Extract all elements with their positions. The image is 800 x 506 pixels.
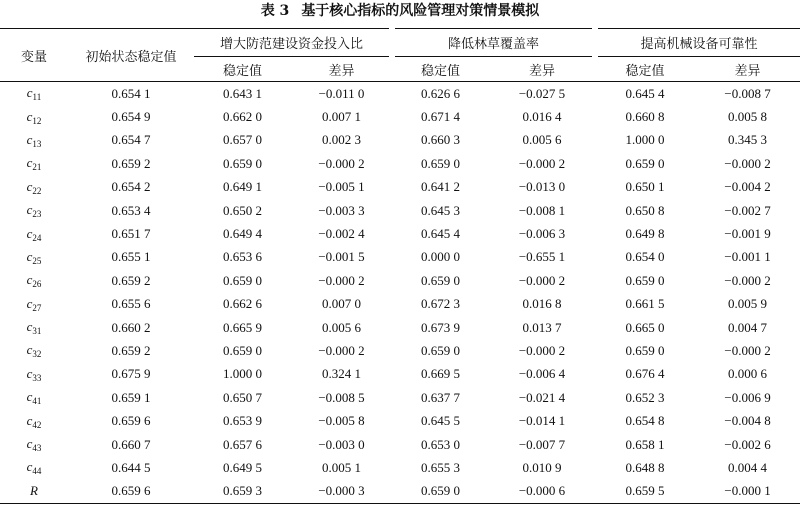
vegetation-stable-cell: 0.645 3 [421,202,461,218]
reliability-diff-cell: 0.004 7 [728,319,768,335]
vegetation-diff-cell: −0.000 2 [518,155,566,171]
investment-diff-cell: 0.324 1 [322,366,361,382]
vegetation-diff-cell: −0.655 1 [518,249,566,265]
table-row [0,82,800,106]
vegetation-diff-cell: −0.000 2 [518,272,566,288]
header-group-reliability: 提高机械设备可靠性 [595,29,800,57]
variable-cell [0,82,68,106]
vegetation-stable-cell: 0.673 9 [421,319,461,335]
vegetation-diff-cell: −0.008 1 [518,202,566,218]
vegetation-diff-cell: −0.000 6 [518,483,566,499]
variable-subscript: 43 [32,443,42,454]
table-row [0,293,800,316]
reliability-diff-cell: −0.001 1 [724,249,771,265]
investment-stable-cell: 0.659 0 [223,155,262,171]
investment-stable-cell: 0.653 9 [223,413,262,429]
variable-cell [0,316,68,339]
variable-subscript: 27 [32,302,42,313]
header-group-vegetation: 降低林草覆盖率 [392,29,595,57]
vegetation-stable-cell: 0.653 0 [421,436,461,452]
vegetation-diff-cell: −0.021 4 [518,389,566,405]
variable-subscript: 12 [32,115,42,126]
table-number: 表 3 [260,3,290,19]
vegetation-stable-cell: 0.641 2 [421,179,461,195]
variable-symbol: c [26,459,33,475]
reliability-stable-cell: 0.661 5 [625,296,665,312]
scenario-simulation-table [0,28,800,504]
initial-value-cell: 0.659 2 [111,272,151,288]
vegetation-stable-cell: 0.660 3 [421,132,461,148]
header-initial-stable-value: 初始状态稳定值 [68,29,194,82]
vegetation-stable-cell: 0.659 0 [421,342,461,358]
reliability-diff-cell: −0.004 2 [724,179,771,195]
reliability-stable-cell: 0.650 8 [625,202,665,218]
reliability-diff-cell: 0.005 8 [728,109,768,125]
initial-value-cell: 0.659 6 [111,483,151,499]
initial-value-cell: 0.654 1 [111,85,151,101]
reliability-diff-cell: −0.002 6 [724,436,771,452]
reliability-diff-cell: −0.000 1 [724,483,771,499]
vegetation-stable-cell: 0.626 6 [421,85,461,101]
investment-diff-cell: −0.002 4 [318,226,365,242]
table-row [0,480,800,504]
reliability-diff-cell: −0.002 7 [724,202,771,218]
variable-subscript: 41 [32,396,42,407]
table-row [0,386,800,409]
variable-subscript: 11 [32,92,42,103]
initial-value-cell: 0.655 6 [111,296,151,312]
variable-subscript: 25 [32,255,42,266]
investment-diff-cell: −0.000 2 [318,342,365,358]
reliability-diff-cell: −0.008 7 [724,85,771,101]
vegetation-diff-cell: −0.027 5 [518,85,566,101]
vegetation-diff-cell: −0.014 1 [518,413,566,429]
initial-value-cell: 0.659 2 [111,342,151,358]
investment-diff-cell: 0.007 0 [322,296,361,312]
vegetation-stable-cell: 0.655 3 [421,459,461,475]
variable-cell [0,269,68,292]
table-row [0,456,800,479]
variable-symbol: c [26,108,33,124]
investment-stable-cell: 0.649 4 [223,226,262,242]
subheader-diff-1: 差异 [291,57,392,82]
variable-cell [0,456,68,479]
initial-value-cell: 0.660 2 [111,319,151,335]
table-row [0,152,800,175]
reliability-diff-cell: −0.001 9 [724,226,771,242]
investment-stable-cell: 0.653 6 [223,249,262,265]
investment-stable-cell: 0.649 5 [223,459,262,475]
table-row [0,433,800,456]
vegetation-diff-cell: 0.013 7 [522,319,562,335]
investment-diff-cell: −0.011 0 [318,85,365,101]
investment-stable-cell: 0.665 9 [223,319,262,335]
investment-diff-cell: −0.000 3 [318,483,365,499]
reliability-diff-cell: −0.000 2 [724,272,771,288]
header-variable: 变量 [0,29,68,82]
variable-cell [0,409,68,432]
variable-symbol: c [26,155,33,171]
initial-value-cell: 0.654 9 [111,109,151,125]
table-row [0,105,800,128]
investment-stable-cell: 0.643 1 [223,85,262,101]
initial-value-cell: 0.659 6 [111,413,151,429]
reliability-stable-cell: 0.676 4 [625,366,665,382]
investment-diff-cell: 0.007 1 [322,109,361,125]
investment-stable-cell: 0.657 6 [223,436,262,452]
variable-symbol: c [26,389,33,405]
investment-diff-cell: −0.008 5 [318,389,365,405]
investment-diff-cell: −0.000 2 [318,155,365,171]
investment-diff-cell: −0.003 0 [318,436,365,452]
initial-value-cell: 0.654 7 [111,132,151,148]
table-row [0,129,800,152]
investment-stable-cell: 1.000 0 [223,366,262,382]
variable-cell [0,480,68,504]
variable-symbol: R [30,483,38,499]
investment-diff-cell: 0.002 3 [322,132,361,148]
variable-symbol: c [26,342,33,358]
vegetation-stable-cell: 0.645 4 [421,226,461,242]
vegetation-diff-cell: −0.006 3 [518,226,566,242]
reliability-diff-cell: −0.006 9 [724,389,771,405]
variable-symbol: c [26,131,33,147]
variable-cell [0,152,68,175]
vegetation-diff-cell: 0.016 4 [522,109,562,125]
variable-cell [0,129,68,152]
variable-subscript: 32 [32,349,42,360]
subheader-diff-2: 差异 [489,57,595,82]
header-group-investment: 增大防范建设资金投入比 [194,29,392,57]
vegetation-stable-cell: 0.659 0 [421,272,461,288]
initial-value-cell: 0.644 5 [111,459,151,475]
reliability-diff-cell: −0.000 2 [724,155,771,171]
variable-cell [0,105,68,128]
subheader-stable-1: 稳定值 [194,57,291,82]
initial-value-cell: 0.675 9 [111,366,151,382]
investment-stable-cell: 0.649 1 [223,179,262,195]
investment-stable-cell: 0.662 0 [223,109,262,125]
variable-symbol: c [26,85,33,101]
table-caption [0,0,800,22]
investment-stable-cell: 0.650 2 [223,202,262,218]
vegetation-stable-cell: 0.672 3 [421,296,461,312]
vegetation-stable-cell: 0.637 7 [421,389,461,405]
vegetation-stable-cell: 0.645 5 [421,413,461,429]
investment-diff-cell: −0.005 8 [318,413,365,429]
reliability-stable-cell: 0.654 0 [625,249,665,265]
vegetation-diff-cell: −0.000 2 [518,342,566,358]
vegetation-diff-cell: −0.006 4 [518,366,566,382]
reliability-diff-cell: 0.005 9 [728,296,768,312]
investment-diff-cell: 0.005 6 [322,319,361,335]
table-row [0,199,800,222]
variable-symbol: c [26,295,33,311]
reliability-diff-cell: 0.345 3 [728,132,768,148]
investment-stable-cell: 0.657 0 [223,132,262,148]
variable-subscript: 13 [32,138,42,149]
variable-symbol: c [26,412,33,428]
variable-cell [0,246,68,269]
table-row [0,246,800,269]
investment-diff-cell: −0.003 3 [318,202,365,218]
variable-symbol: c [26,248,33,264]
initial-value-cell: 0.659 1 [111,389,151,405]
table-row [0,363,800,386]
table-row [0,316,800,339]
investment-stable-cell: 0.659 3 [223,483,262,499]
variable-cell [0,433,68,456]
vegetation-stable-cell: 0.669 5 [421,366,461,382]
variable-cell [0,222,68,245]
subheader-stable-3: 稳定值 [595,57,695,82]
variable-subscript: 23 [32,209,42,220]
variable-cell [0,363,68,386]
variable-subscript: 24 [32,232,42,243]
subheader-diff-3: 差异 [695,57,800,82]
variable-symbol: c [26,272,33,288]
variable-subscript: 21 [32,162,42,173]
reliability-stable-cell: 0.665 0 [625,319,665,335]
vegetation-stable-cell: 0.671 4 [421,109,461,125]
reliability-stable-cell: 1.000 0 [625,132,665,148]
initial-value-cell: 0.659 2 [111,155,151,171]
variable-subscript: 44 [32,466,42,477]
vegetation-diff-cell: 0.010 9 [522,459,562,475]
investment-stable-cell: 0.659 0 [223,272,262,288]
reliability-diff-cell: 0.004 4 [728,459,768,475]
variable-subscript: 26 [32,279,42,290]
variable-subscript: 42 [32,419,42,430]
investment-diff-cell: −0.001 5 [318,249,365,265]
reliability-stable-cell: 0.649 8 [625,226,665,242]
reliability-diff-cell: −0.004 8 [724,413,771,429]
table-body [0,82,800,504]
vegetation-stable-cell: 0.659 0 [421,155,461,171]
reliability-stable-cell: 0.659 0 [625,342,665,358]
table-row [0,222,800,245]
variable-subscript: 22 [32,185,42,196]
vegetation-diff-cell: −0.007 7 [518,436,566,452]
table-row [0,176,800,199]
reliability-diff-cell: 0.000 6 [728,366,768,382]
reliability-stable-cell: 0.658 1 [625,436,665,452]
investment-diff-cell: 0.005 1 [322,459,361,475]
investment-stable-cell: 0.659 0 [223,342,262,358]
variable-symbol: c [26,225,33,241]
initial-value-cell: 0.653 4 [111,202,151,218]
reliability-stable-cell: 0.659 0 [625,272,665,288]
initial-value-cell: 0.651 7 [111,226,151,242]
initial-value-cell: 0.655 1 [111,249,151,265]
investment-diff-cell: −0.000 2 [318,272,365,288]
vegetation-diff-cell: 0.005 6 [522,132,562,148]
reliability-stable-cell: 0.659 5 [625,483,665,499]
investment-stable-cell: 0.662 6 [223,296,262,312]
subheader-stable-2: 稳定值 [392,57,489,82]
variable-cell [0,176,68,199]
table-row [0,269,800,292]
variable-symbol: c [26,436,33,452]
investment-stable-cell: 0.650 7 [223,389,262,405]
variable-symbol: c [26,178,33,194]
reliability-stable-cell: 0.654 8 [625,413,665,429]
initial-value-cell: 0.660 7 [111,436,151,452]
variable-cell [0,339,68,362]
reliability-stable-cell: 0.659 0 [625,155,665,171]
variable-cell [0,386,68,409]
reliability-stable-cell: 0.648 8 [625,459,665,475]
vegetation-diff-cell: 0.016 8 [522,296,562,312]
table-title: 基于核心指标的风险管理对策情景模拟 [301,3,540,19]
variable-subscript: 33 [32,372,42,383]
vegetation-diff-cell: −0.013 0 [518,179,566,195]
vegetation-stable-cell: 0.000 0 [421,249,461,265]
variable-symbol: c [26,319,33,335]
reliability-stable-cell: 0.652 3 [625,389,665,405]
investment-diff-cell: −0.005 1 [318,179,365,195]
vegetation-stable-cell: 0.659 0 [421,483,461,499]
variable-symbol: c [26,365,33,381]
variable-symbol: c [26,202,33,218]
initial-value-cell: 0.654 2 [111,179,151,195]
reliability-stable-cell: 0.645 4 [625,85,665,101]
table-row [0,339,800,362]
table-row [0,409,800,432]
variable-subscript: 31 [32,326,42,337]
reliability-stable-cell: 0.660 8 [625,109,665,125]
variable-cell [0,293,68,316]
variable-cell [0,199,68,222]
reliability-stable-cell: 0.650 1 [625,179,665,195]
reliability-diff-cell: −0.000 2 [724,342,771,358]
